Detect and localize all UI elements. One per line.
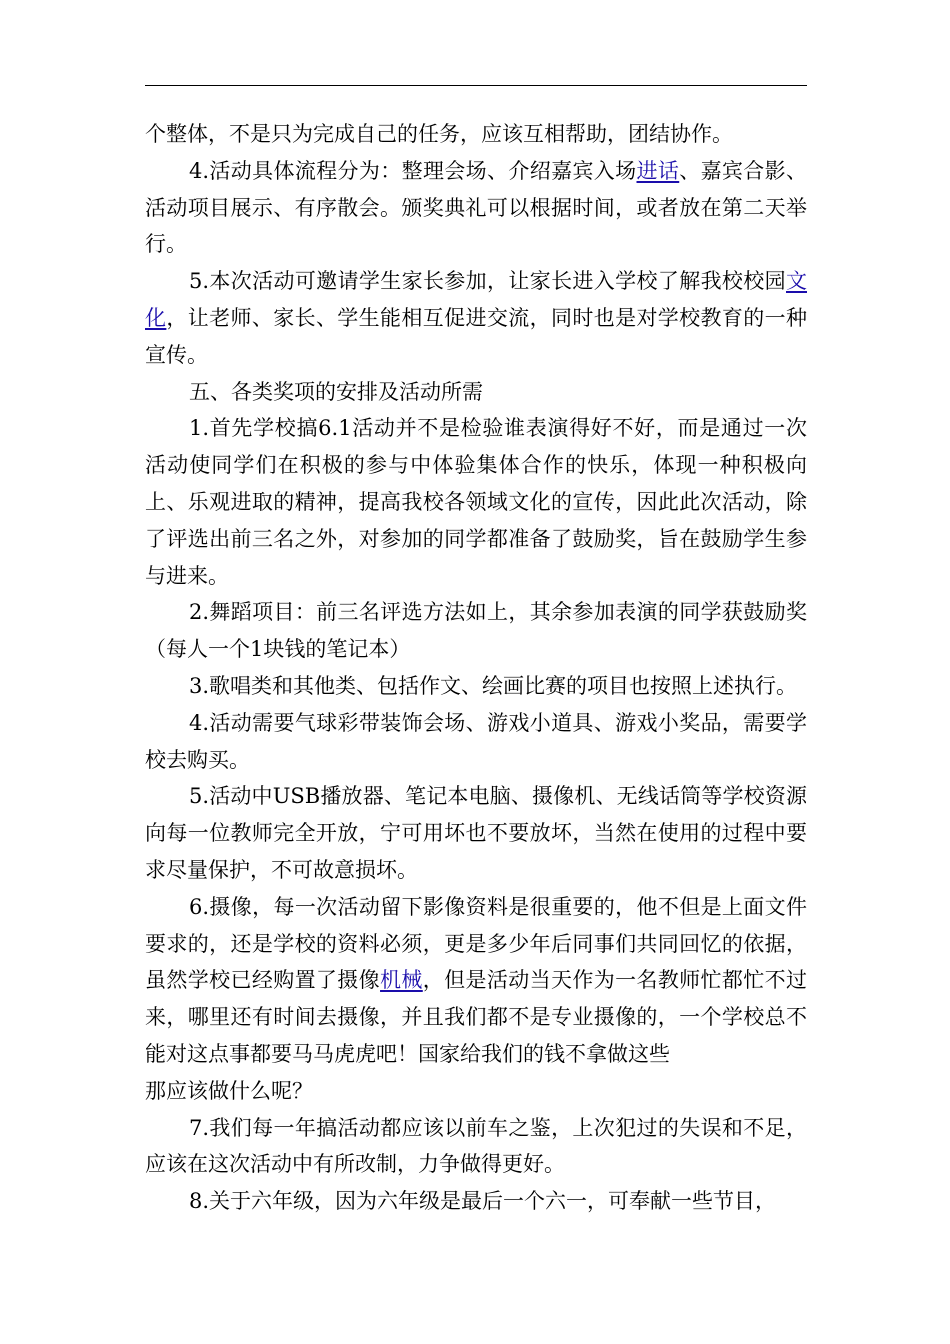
paragraph-item-5-text-b: ，让老师、家长、学生能相互促进交流，同时也是对学校教育的一种宣传。: [145, 305, 808, 367]
award-item-6-text-b: ，但是活动当天作为一名教师忙都忙不过来，哪里还有时间去摄像，并且我们都不是专业摄像的，一个学校总不能对这点事都要马马虎虎吧！国家给我们的钱不拿做这些: [145, 968, 808, 1066]
paragraph-item-4-text-b: 、嘉宾合影、活动项目展示、有序散会。颁奖典礼可以根据时间，或者放在第二天举行。: [145, 158, 807, 257]
section-heading-5: 五、各类奖项的安排及活动所需: [189, 379, 483, 404]
link-wenhua[interactable]: 文化: [145, 269, 807, 330]
award-item-7: 7.我们每一年搞活动都应该以前车之鉴，上次犯过的失误和不足，应该在这次活动中有所改制，力争做得更好。: [145, 1115, 807, 1177]
paragraph-item-5: [145, 263, 807, 373]
award-item-6-tail: 那应该做什么呢？: [145, 1078, 313, 1103]
paragraph-item-5-text-a: 5.本次活动可邀请学生家长参加，让家长进入学校了解我校校园: [189, 269, 786, 294]
award-item-5: 5.活动中USB播放器、笔记本电脑、摄像机、无线话筒等学校资源向每一位教师完全开放，宁可用坏也不要放坏，当然在使用的过程中要求尽量保护，不可故意损坏。: [145, 784, 807, 882]
award-item-3: 3.歌唱类和其他类、包括作文、绘画比赛的项目也按照上述执行。: [189, 673, 798, 698]
paragraph-item-4: [145, 153, 807, 263]
document-body: [145, 116, 807, 1220]
award-item-6: [145, 889, 807, 1073]
paragraph-continuation: 个整体，不是只为完成自己的任务，应该互相帮助，团结协作。: [145, 122, 733, 146]
award-item-6-text-a: 6.摄像，每一次活动留下影像资料是很重要的，他不但是上面文件要求的，还是学校的资料必须，更是多少年后同事们共同回忆的依据，虽然学校已经购置了摄像: [145, 894, 807, 993]
award-item-8: 8.关于六年级，因为六年级是最后一个六一，可奉献一些节目，: [189, 1189, 777, 1214]
award-item-1: 1.首先学校搞6.1活动并不是检验谁表演得好不好，而是通过一次活动使同学们在积极的参与中体验集体合作的快乐，体现一种积极向上、乐观进取的精神，提高我校各领域文化的宣传，因此此次活动，除了评选出前三名之外，对参加的同学都准备了鼓励奖，旨在鼓励学生参与进来。: [145, 416, 807, 588]
award-item-2: 2.舞蹈项目：前三名评选方法如上，其余参加表演的同学获鼓励奖（每人一个1块钱的笔记本）: [145, 600, 807, 662]
link-jixie[interactable]: 机械: [380, 968, 423, 993]
header-rule: [145, 85, 807, 86]
paragraph-item-4-text-a: 4.活动具体流程分为：整理会场、介绍嘉宾入场: [189, 158, 637, 183]
link-jinhua[interactable]: 进话: [636, 158, 680, 183]
award-item-4: 4.活动需要气球彩带装饰会场、游戏小道具、游戏小奖品，需要学校去购买。: [145, 710, 807, 772]
